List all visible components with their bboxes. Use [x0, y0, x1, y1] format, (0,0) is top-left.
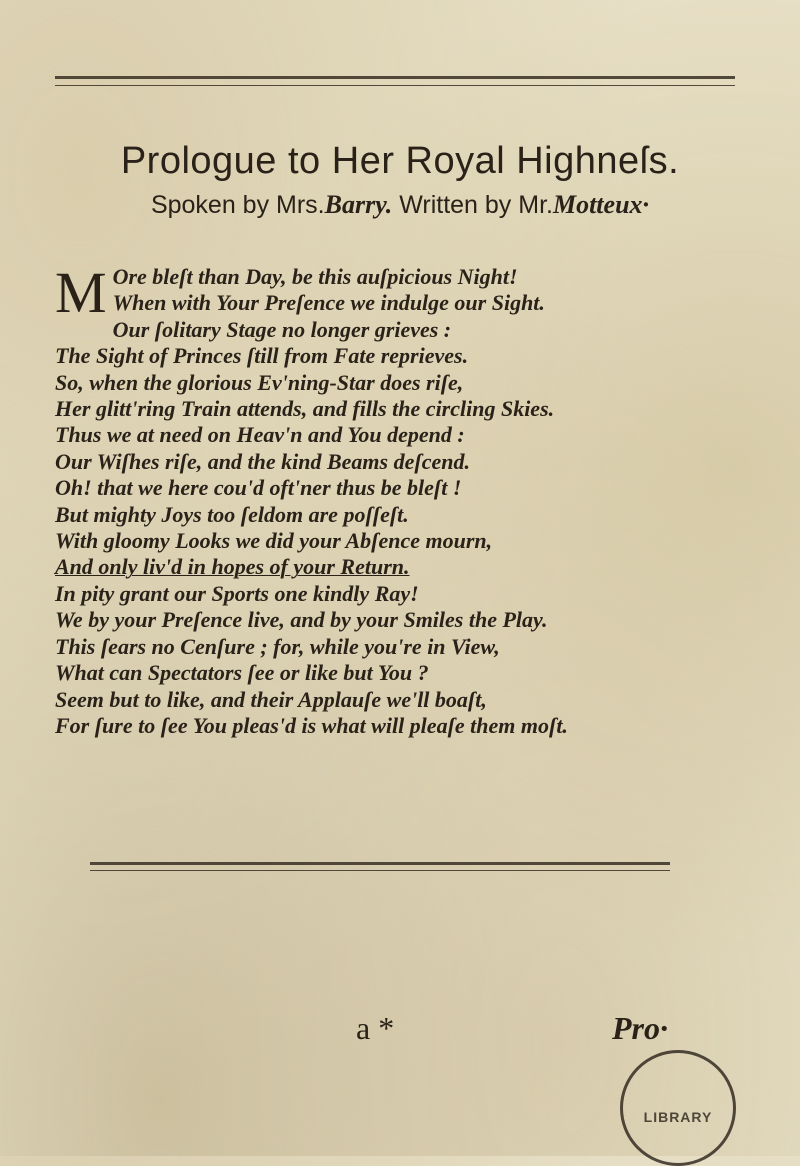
byline-spoken-name: Barry. [324, 190, 393, 219]
poem-line: The Sight of Princes ſtill from Fate reprieves. [55, 343, 469, 369]
poem-line: For ſure to ſee You pleas'd is what will pleaſe them moſt. [55, 712, 568, 738]
byline-written-name: Motteux· [552, 190, 650, 219]
poem-line: Thus we at need on Heav'n and You depend : [55, 422, 465, 448]
poem-line: Our ſolitary Stage no longer grieves : [112, 316, 452, 342]
poem-line: Seem but to like, and their Applauſe we'll boaſt, [55, 686, 487, 712]
poem-line: With gloomy Looks we did your Abſence mourn, [55, 528, 493, 554]
poem-line: But mighty Joys too ſeldom are poſſeſt. [55, 501, 409, 527]
poem-line: When with Your Preſence we indulge our Sight. [112, 290, 545, 316]
byline [0, 190, 800, 220]
library-stamp [620, 1050, 736, 1166]
page-title: Prologue to Her Royal Highneſs. [120, 140, 680, 182]
drop-cap: M [55, 260, 107, 325]
byline-written-prefix: Written by Mr. [392, 191, 553, 219]
byline-spoken-prefix: Spoken by Mrs. [150, 191, 325, 219]
poem-line: This ſears no Cenſure ; for, while you're in View, [55, 633, 500, 659]
top-ornament-rule [55, 76, 735, 86]
poem-line: Her glitt'ring Train attends, and fills the circling Skies. [55, 396, 555, 422]
poem-line: So, when the glorious Ev'ning-Star does riſe, [55, 369, 464, 395]
bottom-ornament-rule [90, 862, 670, 871]
poem-line: Oh! that we here cou'd oft'ner thus be bleſt ! [55, 475, 462, 501]
poem-line: We by your Preſence live, and by your Smiles the Play. [55, 607, 548, 633]
signature-mark: a * [356, 1010, 395, 1046]
poem-line: In pity grant our Sports one kindly Ray! [55, 580, 419, 606]
poem-line: Ore bleſt than Day, be this auſpicious Night! [112, 264, 518, 289]
poem-body [55, 260, 755, 739]
library-stamp-text: LIBRARY [643, 1109, 713, 1125]
poem-line: And only liv'd in hopes of your Return. [55, 554, 410, 580]
poem-line: What can Spectators ſee or like but You ? [55, 660, 429, 686]
poem-line: Our Wiſhes riſe, and the kind Beams deſcend. [55, 448, 470, 474]
catchword: Pro· [612, 1010, 668, 1046]
